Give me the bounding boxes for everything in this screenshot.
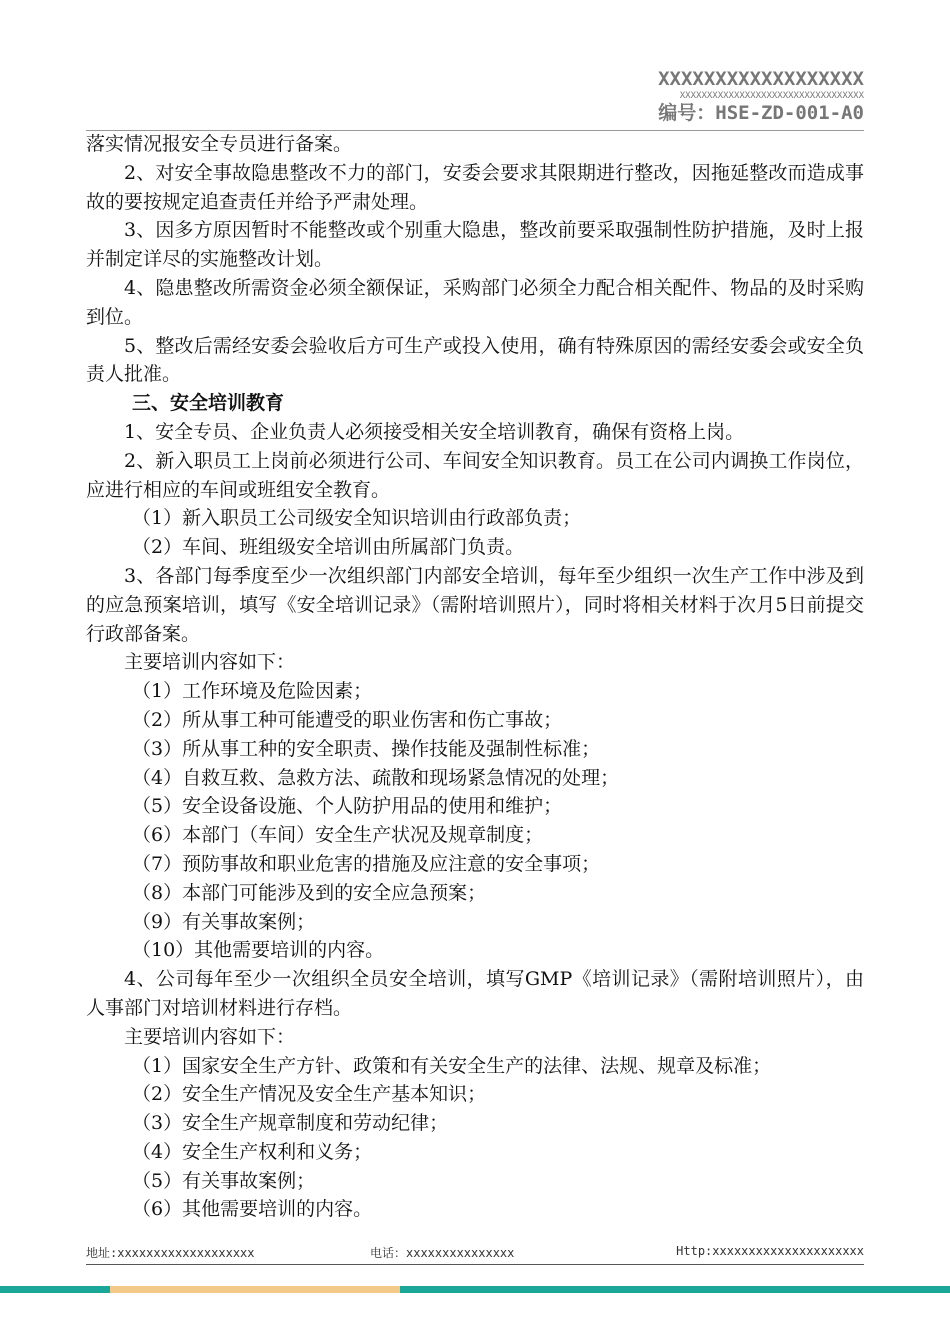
section-heading: 三、安全培训教育 — [132, 392, 285, 415]
paragraph: 1、安全专员、企业负责人必须接受相关安全培训教育，确保有资格上岗。 — [124, 420, 745, 443]
document-number: 编号：HSE-ZD-001-A0 — [658, 102, 864, 124]
paragraph: （2）车间、班组级安全培训由所属部门负责。 — [132, 536, 525, 559]
paragraph: （1）工作环境及危险因素； — [132, 680, 373, 703]
paragraph: （8）本部门可能涉及到的安全应急预案； — [132, 881, 487, 904]
paragraph: 5、整改后需经安委会验收后方可生产或投入使用，确有特殊原因的需经安委会或安全负责人批准。 — [86, 334, 864, 386]
paragraph: （4）自救互救、急救方法、疏散和现场紧急情况的处理； — [132, 766, 620, 789]
paragraph: （10）其他需要培训的内容。 — [132, 939, 385, 962]
paragraph: （7）预防事故和职业危害的措施及应注意的安全事项； — [132, 852, 601, 875]
company-subtitle: XXXXXXXXXXXXXXXXXXXXXXXXXXXXXXXXXX — [679, 91, 864, 101]
footer-bar-peach — [110, 1286, 400, 1293]
footer-divider — [86, 1264, 864, 1265]
paragraph: （2）安全生产情况及安全生产基本知识； — [132, 1083, 487, 1106]
page-header — [658, 68, 864, 124]
paragraph: 2、新入职员工上岗前必须进行公司、车间安全知识教育。员工在公司内调换工作岗位，应进行相应的车间或班组安全教育。 — [86, 449, 864, 501]
paragraph: （1）国家安全生产方针、政策和有关安全生产的法律、法规、规章及标准； — [132, 1054, 772, 1077]
paragraph: 3、因多方原因暂时不能整改或个别重大隐患，整改前要采取强制性防护措施，及时上报并制定详尽的实施整改计划。 — [86, 219, 864, 271]
document-body — [86, 130, 864, 1224]
footer-address: 地址:xxxxxxxxxxxxxxxxxxx — [86, 1246, 255, 1260]
company-name: XXXXXXXXXXXXXXXXXX — [658, 68, 864, 90]
paragraph: （3）安全生产规章制度和劳动纪律； — [132, 1112, 449, 1135]
paragraph: 4、公司每年至少一次组织全员安全培训，填写GMP《培训记录》（需附培训照片），由人事部门对培训材料进行存档。 — [86, 968, 864, 1019]
paragraph: 4、隐患整改所需资金必须全额保证，采购部门必须全力配合相关配件、物品的及时采购到位。 — [86, 276, 864, 328]
paragraph: 主要培训内容如下： — [124, 651, 296, 674]
footer-website: Http:xxxxxxxxxxxxxxxxxxxxx — [676, 1244, 864, 1258]
paragraph: （6）其他需要培训的内容。 — [132, 1198, 373, 1221]
footer-bar-teal-left — [0, 1286, 110, 1293]
paragraph: （3）所从事工种的安全职责、操作技能及强制性标准； — [132, 737, 601, 760]
paragraph: （5）安全设备设施、个人防护用品的使用和维护； — [132, 795, 563, 818]
footer-bar-teal-right — [400, 1286, 950, 1293]
footer-phone: 电话：xxxxxxxxxxxxxxx — [370, 1246, 515, 1260]
paragraph: 落实情况报安全专员进行备案。 — [86, 133, 353, 155]
paragraph: （6）本部门（车间）安全生产状况及规章制度； — [132, 824, 544, 847]
paragraph: （5）有关事故案例； — [132, 1169, 316, 1192]
paragraph: 2、对安全事故隐患整改不力的部门，安委会要求其限期进行整改，因拖延整改而造成事故的要按规定追查责任并给予严肃处理。 — [86, 161, 864, 213]
paragraph: 主要培训内容如下： — [124, 1025, 296, 1048]
paragraph: （1）新入职员工公司级安全知识培训由行政部负责； — [132, 507, 582, 530]
paragraph: （2）所从事工种可能遭受的职业伤害和伤亡事故； — [132, 708, 563, 731]
paragraph: （4）安全生产权利和义务； — [132, 1140, 373, 1163]
paragraph: 3、各部门每季度至少一次组织部门内部安全培训，每年至少组织一次生产工作中涉及到的应急预案培训，填写《安全培训记录》（需附培训照片），同时将相关材料于次月5日前提交行政部备案。 — [86, 564, 864, 645]
paragraph: （9）有关事故案例； — [132, 910, 316, 933]
